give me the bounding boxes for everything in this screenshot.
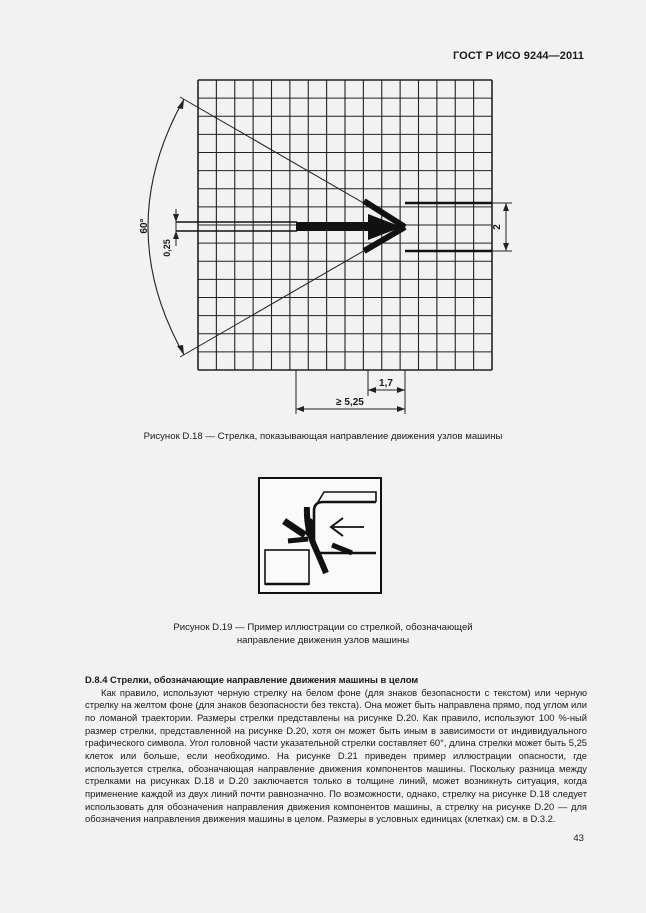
section-paragraph: Как правило, используют черную стрелку на белом фоне (для знаков безопасности с текстом) или черную стрелку на желтом фоне (для знаков безопасности без текста). Она может быть направлена прямо, под углом или по ломаной траектории. Размеры стрелки представлены на рисунке D.20. Как правило, используют 100 %-ный размер стрелки, представленной на рисунке D.20, хотя он может быть иным в зависимости от индивидуального графического символа. Угол головной части указательной стрелки составляет 60°, длина стрелки может быть 5,25 клеток или больше, если необходимо. На рисунке D.21 приведен пример иллюстрации опасности, где используется стрелка, обозначающая направление движения компонентов машины. Поскольку разница между стрелками на рисунках D.18 и D.20 заключается только в толщине линий, может возникнуть ситуация, когда применение каждой из двух линий почти равнозначно. По возможности, однако, стрелку на рисунке D.18 следует использовать для обозначения направления движения компонентов машины, а стрелку на рисунке D.20 — для обозначения направления движения машины в целом. Размеры в условных единицах (клетках) см. в D.3.2. xyxy=(85,686,587,825)
figure-18-arrow-grid xyxy=(0,0,646,430)
figure-19-caption-line-1: Рисунок D.19 — Пример иллюстрации со стрелкой, обозначающей xyxy=(173,622,473,633)
dim-head: 1,7 xyxy=(379,378,393,389)
figure-19-caption-line-2: направление движения узлов машины xyxy=(236,635,410,646)
angle-arc xyxy=(148,99,184,355)
dim-height: 2 xyxy=(492,224,503,230)
document-header: ГОСТ Р ИСО 9244—2011 xyxy=(452,50,584,62)
figure-18-caption: Рисунок D.18 — Стрелка, показывающая направление движения узлов машины xyxy=(143,431,503,442)
section-title: D.8.4 Стрелки, обозначающие направление движения машины в целом xyxy=(85,674,419,685)
figure-19-caption xyxy=(90,621,556,647)
dim-length: ≥ 5,25 xyxy=(336,397,364,408)
section-d-8-4 xyxy=(85,674,587,826)
figure-19-illustration xyxy=(258,477,382,594)
dim-thickness: 0,25 xyxy=(162,239,172,257)
dim-angle: 60° xyxy=(139,218,150,234)
page-number: 43 xyxy=(573,833,584,844)
